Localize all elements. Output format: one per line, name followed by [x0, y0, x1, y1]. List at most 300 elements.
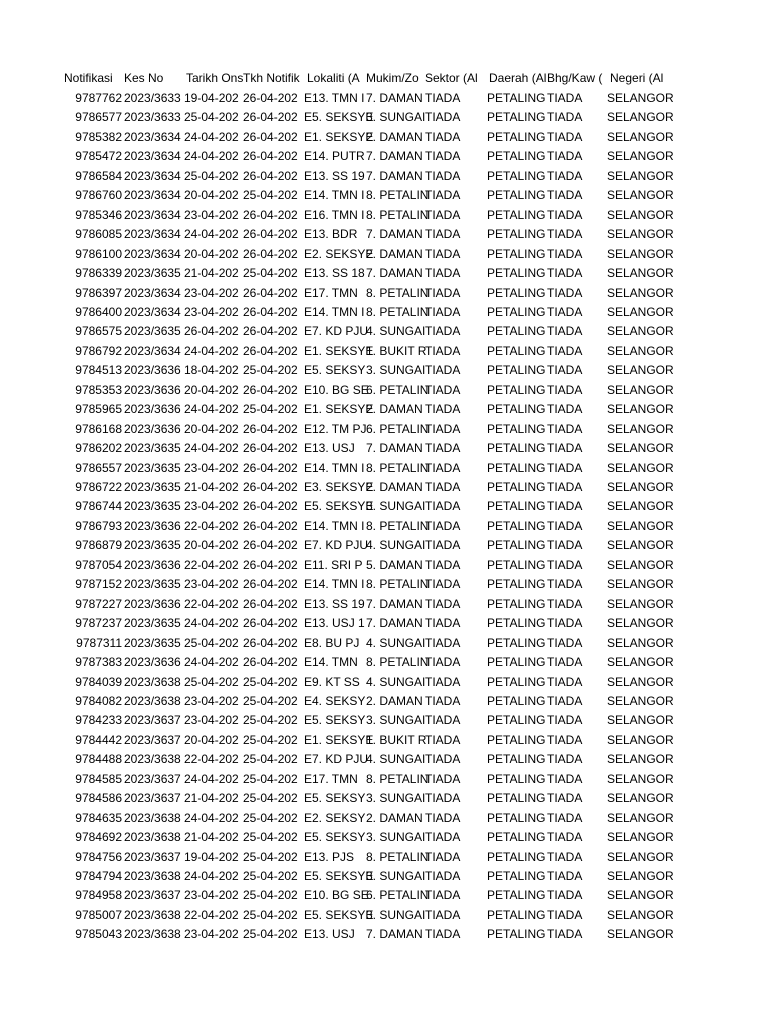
cell-tarikh-onset: 23-04-202 — [184, 927, 239, 942]
cell-lokaliti: E9. KT SS — [304, 674, 360, 689]
cell-notifikasi: 9786397 — [75, 285, 122, 300]
header-mukim-zon: Mukim/Zo — [366, 71, 419, 85]
cell-lokaliti: E14. TMN I — [304, 188, 365, 203]
cell-kes-no: 2023/3634 — [124, 207, 181, 222]
header-tkh-notifikasi: Tkh Notifik — [243, 71, 300, 85]
cell-kes-no: 2023/3635 — [124, 538, 181, 553]
cell-tarikh-onset: 24-04-202 — [184, 402, 239, 417]
cell-tkh-notifikasi: 26-04-202 — [243, 227, 298, 242]
cell-tkh-notifikasi: 26-04-202 — [243, 382, 298, 397]
table-row — [0, 731, 768, 750]
cell-tarikh-onset: 24-04-202 — [184, 771, 239, 786]
cell-negeri: SELANGOR — [607, 207, 674, 222]
cell-mukim-zon: 3. SUNGAI — [366, 907, 426, 922]
cell-tkh-notifikasi: 25-04-202 — [243, 907, 298, 922]
cell-bhg-kaw: TIADA — [547, 577, 583, 592]
cell-notifikasi: 9785043 — [75, 927, 122, 942]
cell-daerah: PETALING — [487, 246, 546, 261]
table-row — [0, 692, 768, 711]
cell-negeri: SELANGOR — [607, 635, 674, 650]
cell-kes-no: 2023/3634 — [124, 129, 181, 144]
cell-bhg-kaw: TIADA — [547, 149, 583, 164]
cell-bhg-kaw: TIADA — [547, 285, 583, 300]
cell-negeri: SELANGOR — [607, 849, 674, 864]
cell-daerah: PETALING — [487, 363, 546, 378]
cell-lokaliti: E1. SEKSYE — [304, 732, 374, 747]
cell-bhg-kaw: TIADA — [547, 227, 583, 242]
table-row — [0, 342, 768, 361]
cell-sektor: TIADA — [425, 635, 461, 650]
cell-bhg-kaw: TIADA — [547, 674, 583, 689]
cell-tarikh-onset: 21-04-202 — [184, 480, 239, 494]
cell-kes-no: 2023/3636 — [124, 363, 181, 378]
cell-notifikasi: 9785382 — [75, 129, 122, 144]
cell-lokaliti: E13. USJ 1 — [304, 616, 365, 631]
cell-bhg-kaw: TIADA — [547, 91, 583, 105]
cell-daerah: PETALING — [487, 693, 546, 708]
cell-daerah: PETALING — [487, 732, 546, 747]
cell-mukim-zon: 7. DAMAN — [366, 91, 423, 105]
cell-negeri: SELANGOR — [607, 771, 674, 786]
cell-daerah: PETALING — [487, 635, 546, 650]
cell-daerah: PETALING — [487, 771, 546, 786]
cell-bhg-kaw: TIADA — [547, 110, 583, 125]
cell-negeri: SELANGOR — [607, 363, 674, 378]
cell-tkh-notifikasi: 26-04-202 — [243, 207, 298, 222]
cell-sektor: TIADA — [425, 363, 461, 378]
cell-kes-no: 2023/3637 — [124, 732, 181, 747]
table-row — [0, 673, 768, 692]
cell-negeri: SELANGOR — [607, 168, 674, 183]
cell-sektor: TIADA — [425, 188, 461, 203]
cell-kes-no: 2023/3638 — [124, 869, 181, 883]
cell-lokaliti: E11. SRI P — [304, 557, 363, 572]
cell-tarikh-onset: 21-04-202 — [184, 266, 239, 281]
cell-mukim-zon: 2. DAMAN — [366, 480, 423, 494]
cell-mukim-zon: 7. DAMAN — [366, 227, 423, 242]
cell-bhg-kaw: TIADA — [547, 363, 583, 378]
cell-notifikasi: 9787383 — [75, 655, 122, 670]
cell-mukim-zon: 5. DAMAN — [366, 557, 423, 572]
cell-lokaliti: E13. USJ — [304, 441, 355, 456]
cell-kes-no: 2023/3637 — [124, 791, 181, 806]
cell-lokaliti: E1. SEKSYE — [304, 343, 374, 358]
cell-kes-no: 2023/3637 — [124, 771, 181, 786]
header-lokaliti: Lokaliti (A — [307, 71, 360, 85]
cell-lokaliti: E13. TMN I — [304, 91, 365, 105]
cell-tarikh-onset: 23-04-202 — [184, 693, 239, 708]
cell-negeri: SELANGOR — [607, 927, 674, 942]
cell-tarikh-onset: 25-04-202 — [184, 674, 239, 689]
cell-lokaliti: E13. SS 19 — [304, 596, 365, 611]
cell-kes-no: 2023/3634 — [124, 246, 181, 261]
cell-bhg-kaw: TIADA — [547, 869, 583, 883]
cell-notifikasi: 9786575 — [75, 324, 122, 339]
cell-bhg-kaw: TIADA — [547, 421, 583, 436]
cell-kes-no: 2023/3634 — [124, 343, 181, 358]
cell-tarikh-onset: 20-04-202 — [184, 421, 239, 436]
cell-notifikasi: 9786100 — [75, 246, 122, 261]
cell-kes-no: 2023/3636 — [124, 421, 181, 436]
cell-negeri: SELANGOR — [607, 713, 674, 728]
cell-daerah: PETALING — [487, 518, 546, 533]
table-row — [0, 186, 768, 205]
cell-tkh-notifikasi: 25-04-202 — [243, 849, 298, 864]
cell-bhg-kaw: TIADA — [547, 343, 583, 358]
cell-negeri: SELANGOR — [607, 810, 674, 825]
cell-kes-no: 2023/3638 — [124, 693, 181, 708]
cell-kes-no: 2023/3634 — [124, 188, 181, 203]
cell-mukim-zon: 3. SUNGAI — [366, 363, 426, 378]
cell-bhg-kaw: TIADA — [547, 752, 583, 767]
cell-bhg-kaw: TIADA — [547, 616, 583, 631]
cell-daerah: PETALING — [487, 149, 546, 164]
cell-sektor: TIADA — [425, 810, 461, 825]
cell-kes-no: 2023/3635 — [124, 266, 181, 281]
cell-lokaliti: E7. KD PJU — [304, 324, 369, 339]
cell-lokaliti: E14. TMN — [304, 655, 358, 670]
cell-negeri: SELANGOR — [607, 693, 674, 708]
cell-tkh-notifikasi: 25-04-202 — [243, 266, 298, 281]
cell-tarikh-onset: 20-04-202 — [184, 382, 239, 397]
cell-negeri: SELANGOR — [607, 460, 674, 475]
cell-kes-no: 2023/3635 — [124, 616, 181, 631]
cell-notifikasi: 9785965 — [75, 402, 122, 417]
cell-mukim-zon: 2. DAMAN — [366, 246, 423, 261]
cell-tkh-notifikasi: 26-04-202 — [243, 421, 298, 436]
header-row — [0, 69, 768, 88]
cell-bhg-kaw: TIADA — [547, 518, 583, 533]
cell-sektor: TIADA — [425, 227, 461, 242]
cell-tkh-notifikasi: 25-04-202 — [243, 693, 298, 708]
cell-tkh-notifikasi: 26-04-202 — [243, 441, 298, 456]
cell-sektor: TIADA — [425, 538, 461, 553]
cell-bhg-kaw: TIADA — [547, 460, 583, 475]
table-row — [0, 711, 768, 730]
cell-tkh-notifikasi: 26-04-202 — [243, 343, 298, 358]
cell-bhg-kaw: TIADA — [547, 168, 583, 183]
cell-daerah: PETALING — [487, 324, 546, 339]
cell-tkh-notifikasi: 25-04-202 — [243, 674, 298, 689]
cell-sektor: TIADA — [425, 343, 461, 358]
cell-notifikasi: 9787762 — [75, 91, 122, 105]
cell-negeri: SELANGOR — [607, 266, 674, 281]
cell-tarikh-onset: 24-04-202 — [184, 869, 239, 883]
cell-negeri: SELANGOR — [607, 577, 674, 592]
cell-notifikasi: 9785346 — [75, 207, 122, 222]
cell-mukim-zon: 8. PETALIN — [366, 188, 429, 203]
cell-kes-no: 2023/3638 — [124, 830, 181, 845]
cell-kes-no: 2023/3635 — [124, 577, 181, 592]
cell-daerah: PETALING — [487, 188, 546, 203]
cell-tkh-notifikasi: 26-04-202 — [243, 577, 298, 592]
cell-tkh-notifikasi: 26-04-202 — [243, 91, 298, 105]
cell-lokaliti: E13. PJS — [304, 849, 355, 864]
cell-tarikh-onset: 22-04-202 — [184, 907, 239, 922]
cell-bhg-kaw: TIADA — [547, 771, 583, 786]
cell-tkh-notifikasi: 26-04-202 — [243, 304, 298, 319]
cell-sektor: TIADA — [425, 304, 461, 319]
cell-negeri: SELANGOR — [607, 830, 674, 845]
cell-tkh-notifikasi: 25-04-202 — [243, 188, 298, 203]
cell-tarikh-onset: 19-04-202 — [184, 849, 239, 864]
header-notifikasi: Notifikasi — [64, 71, 113, 85]
cell-mukim-zon: 3. SUNGAI — [366, 869, 426, 883]
cell-kes-no: 2023/3636 — [124, 557, 181, 572]
cell-notifikasi: 9786168 — [75, 421, 122, 436]
cell-kes-no: 2023/3635 — [124, 441, 181, 456]
cell-daerah: PETALING — [487, 674, 546, 689]
cell-daerah: PETALING — [487, 830, 546, 845]
table-row — [0, 245, 768, 264]
cell-kes-no: 2023/3635 — [124, 324, 181, 339]
cell-sektor: TIADA — [425, 888, 461, 903]
cell-bhg-kaw: TIADA — [547, 441, 583, 456]
cell-tarikh-onset: 24-04-202 — [184, 810, 239, 825]
cell-mukim-zon: 7. DAMAN — [366, 596, 423, 611]
cell-mukim-zon: 6. PETALIN — [366, 382, 429, 397]
cell-negeri: SELANGOR — [607, 324, 674, 339]
cell-mukim-zon: 8. PETALIN — [366, 771, 429, 786]
table-row — [0, 886, 768, 905]
cell-lokaliti: E13. SS 18 — [304, 266, 365, 281]
header-daerah: Daerah (Al — [489, 71, 547, 85]
cell-lokaliti: E5. SEKSYE — [304, 499, 374, 514]
cell-sektor: TIADA — [425, 616, 461, 631]
table-row — [0, 653, 768, 672]
cell-mukim-zon: 2. DAMAN — [366, 129, 423, 144]
cell-kes-no: 2023/3637 — [124, 713, 181, 728]
cell-sektor: TIADA — [425, 324, 461, 339]
cell-tarikh-onset: 25-04-202 — [184, 110, 239, 125]
cell-notifikasi: 9786557 — [75, 460, 122, 475]
cell-lokaliti: E12. TM PJ — [304, 421, 367, 436]
cell-negeri: SELANGOR — [607, 732, 674, 747]
cell-notifikasi: 9786722 — [75, 480, 122, 494]
cell-mukim-zon: 8. PETALIN — [366, 460, 429, 475]
cell-kes-no: 2023/3638 — [124, 927, 181, 942]
cell-sektor: TIADA — [425, 91, 461, 105]
cell-mukim-zon: 3. SUNGAI — [366, 791, 426, 806]
table-row — [0, 906, 768, 925]
cell-kes-no: 2023/3633 — [124, 91, 181, 105]
cell-notifikasi: 9784635 — [75, 810, 122, 825]
cell-bhg-kaw: TIADA — [547, 596, 583, 611]
table-row — [0, 789, 768, 808]
cell-sektor: TIADA — [425, 207, 461, 222]
cell-tarikh-onset: 23-04-202 — [184, 713, 239, 728]
cell-mukim-zon: 4. SUNGAI — [366, 635, 426, 650]
cell-bhg-kaw: TIADA — [547, 538, 583, 553]
table-row — [0, 575, 768, 594]
cell-tarikh-onset: 21-04-202 — [184, 830, 239, 845]
cell-bhg-kaw: TIADA — [547, 207, 583, 222]
cell-notifikasi: 9786400 — [75, 304, 122, 319]
cell-tarikh-onset: 22-04-202 — [184, 752, 239, 767]
table-row — [0, 128, 768, 147]
cell-tkh-notifikasi: 25-04-202 — [243, 927, 298, 942]
cell-bhg-kaw: TIADA — [547, 810, 583, 825]
cell-bhg-kaw: TIADA — [547, 480, 583, 494]
cell-mukim-zon: 2. DAMAN — [366, 402, 423, 417]
cell-lokaliti: E5. SEKSYE — [304, 869, 374, 883]
cell-tarikh-onset: 18-04-202 — [184, 363, 239, 378]
cell-tkh-notifikasi: 26-04-202 — [243, 538, 298, 553]
cell-negeri: SELANGOR — [607, 674, 674, 689]
cell-sektor: TIADA — [425, 402, 461, 417]
cell-tkh-notifikasi: 25-04-202 — [243, 713, 298, 728]
cell-tkh-notifikasi: 25-04-202 — [243, 791, 298, 806]
cell-sektor: TIADA — [425, 266, 461, 281]
cell-tarikh-onset: 24-04-202 — [184, 129, 239, 144]
cell-tkh-notifikasi: 25-04-202 — [243, 888, 298, 903]
table-row — [0, 556, 768, 575]
cell-tkh-notifikasi: 26-04-202 — [243, 557, 298, 572]
cell-sektor: TIADA — [425, 168, 461, 183]
cell-mukim-zon: 8. PETALIN — [366, 577, 429, 592]
cell-bhg-kaw: TIADA — [547, 324, 583, 339]
cell-kes-no: 2023/3638 — [124, 810, 181, 825]
table-row — [0, 89, 768, 108]
table-row — [0, 400, 768, 419]
cell-mukim-zon: 7. DAMAN — [366, 266, 423, 281]
cell-mukim-zon: 1. BUKIT R — [366, 343, 427, 358]
cell-notifikasi: 9784958 — [75, 888, 122, 903]
cell-negeri: SELANGOR — [607, 480, 674, 494]
cell-daerah: PETALING — [487, 91, 546, 105]
table-row — [0, 108, 768, 127]
cell-daerah: PETALING — [487, 849, 546, 864]
cell-mukim-zon: 6. PETALIN — [366, 888, 429, 903]
cell-bhg-kaw: TIADA — [547, 693, 583, 708]
cell-bhg-kaw: TIADA — [547, 246, 583, 261]
cell-tkh-notifikasi: 26-04-202 — [243, 635, 298, 650]
header-kes-no: Kes No — [124, 71, 164, 85]
cell-lokaliti: E1. SEKSYE — [304, 129, 374, 144]
cell-lokaliti: E8. BU PJ — [304, 635, 360, 650]
cell-notifikasi: 9784082 — [75, 693, 122, 708]
cell-tkh-notifikasi: 26-04-202 — [243, 480, 298, 494]
header-sektor: Sektor (Al — [425, 71, 478, 85]
cell-notifikasi: 9786584 — [75, 168, 122, 183]
cell-sektor: TIADA — [425, 110, 461, 125]
cell-negeri: SELANGOR — [607, 907, 674, 922]
cell-tkh-notifikasi: 25-04-202 — [243, 752, 298, 767]
cell-daerah: PETALING — [487, 480, 546, 494]
cell-sektor: TIADA — [425, 732, 461, 747]
cell-notifikasi: 9786085 — [75, 227, 122, 242]
cell-daerah: PETALING — [487, 304, 546, 319]
cell-lokaliti: E17. TMN — [304, 285, 358, 300]
cell-kes-no: 2023/3636 — [124, 382, 181, 397]
cell-mukim-zon: 7. DAMAN — [366, 149, 423, 164]
cell-sektor: TIADA — [425, 441, 461, 456]
cell-negeri: SELANGOR — [607, 402, 674, 417]
header-tarikh-onset: Tarikh Ons — [186, 71, 244, 85]
table-row — [0, 147, 768, 166]
cell-sektor: TIADA — [425, 596, 461, 611]
cell-kes-no: 2023/3635 — [124, 460, 181, 475]
table-row — [0, 828, 768, 847]
cell-negeri: SELANGOR — [607, 149, 674, 164]
cell-tarikh-onset: 21-04-202 — [184, 791, 239, 806]
cell-daerah: PETALING — [487, 285, 546, 300]
cell-bhg-kaw: TIADA — [547, 402, 583, 417]
cell-lokaliti: E13. BDR — [304, 227, 358, 242]
cell-mukim-zon: 3. SUNGAI — [366, 499, 426, 514]
cell-negeri: SELANGOR — [607, 888, 674, 903]
cell-sektor: TIADA — [425, 285, 461, 300]
cell-notifikasi: 9784586 — [75, 791, 122, 806]
cell-negeri: SELANGOR — [607, 188, 674, 203]
cell-tarikh-onset: 20-04-202 — [184, 188, 239, 203]
cell-notifikasi: 9785353 — [75, 382, 122, 397]
cell-sektor: TIADA — [425, 693, 461, 708]
cell-daerah: PETALING — [487, 110, 546, 125]
cell-negeri: SELANGOR — [607, 110, 674, 125]
table-row — [0, 848, 768, 867]
cell-tkh-notifikasi: 25-04-202 — [243, 771, 298, 786]
cell-mukim-zon: 8. PETALIN — [366, 304, 429, 319]
cell-mukim-zon: 7. DAMAN — [366, 927, 423, 942]
cell-lokaliti: E14. TMN I — [304, 518, 365, 533]
cell-daerah: PETALING — [487, 538, 546, 553]
cell-sektor: TIADA — [425, 791, 461, 806]
cell-tkh-notifikasi: 26-04-202 — [243, 129, 298, 144]
cell-lokaliti: E13. USJ — [304, 927, 355, 942]
cell-tkh-notifikasi: 25-04-202 — [243, 830, 298, 845]
cell-notifikasi: 9786793 — [75, 518, 122, 533]
cell-bhg-kaw: TIADA — [547, 129, 583, 144]
table-row — [0, 459, 768, 478]
cell-bhg-kaw: TIADA — [547, 907, 583, 922]
cell-lokaliti: E2. SEKSYE — [304, 246, 374, 261]
cell-negeri: SELANGOR — [607, 538, 674, 553]
cell-tarikh-onset: 23-04-202 — [184, 285, 239, 300]
cell-mukim-zon: 8. PETALIN — [366, 655, 429, 670]
cell-lokaliti: E3. SEKSYE — [304, 480, 374, 494]
cell-sektor: TIADA — [425, 421, 461, 436]
cell-tarikh-onset: 23-04-202 — [184, 577, 239, 592]
cell-kes-no: 2023/3634 — [124, 149, 181, 164]
cell-lokaliti: E5. SEKSY — [304, 791, 366, 806]
cell-bhg-kaw: TIADA — [547, 888, 583, 903]
cell-tarikh-onset: 26-04-202 — [184, 324, 239, 339]
cell-mukim-zon: 3. SUNGAI — [366, 110, 426, 125]
cell-notifikasi: 9786760 — [75, 188, 122, 203]
cell-negeri: SELANGOR — [607, 91, 674, 105]
cell-bhg-kaw: TIADA — [547, 382, 583, 397]
cell-tkh-notifikasi: 26-04-202 — [243, 460, 298, 475]
table-row — [0, 517, 768, 536]
cell-mukim-zon: 7. DAMAN — [366, 441, 423, 456]
cell-notifikasi: 9786577 — [75, 110, 122, 125]
cell-notifikasi: 9786744 — [75, 499, 122, 514]
table-row — [0, 536, 768, 555]
cell-tarikh-onset: 23-04-202 — [184, 207, 239, 222]
table-row — [0, 322, 768, 341]
cell-daerah: PETALING — [487, 460, 546, 475]
cell-daerah: PETALING — [487, 596, 546, 611]
cell-mukim-zon: 8. PETALIN — [366, 285, 429, 300]
table-row — [0, 925, 768, 944]
cell-daerah: PETALING — [487, 869, 546, 883]
cell-bhg-kaw: TIADA — [547, 635, 583, 650]
cell-notifikasi: 9785007 — [75, 907, 122, 922]
cell-daerah: PETALING — [487, 441, 546, 456]
cell-tarikh-onset: 20-04-202 — [184, 246, 239, 261]
cell-tkh-notifikasi: 26-04-202 — [243, 149, 298, 164]
